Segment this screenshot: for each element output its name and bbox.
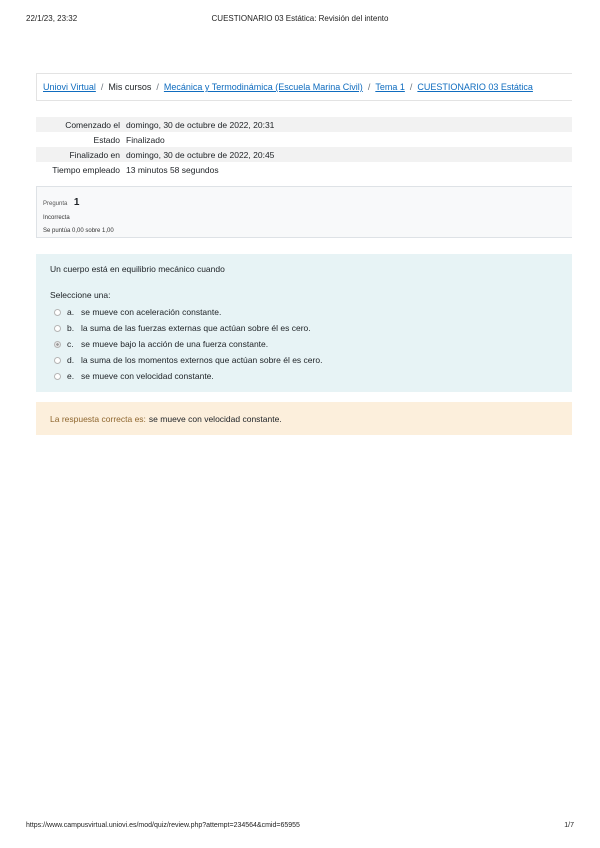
feedback-answer: se mueve con velocidad constante. — [148, 413, 282, 424]
breadcrumb — [36, 73, 572, 101]
answer-option-a[interactable] — [50, 304, 572, 320]
breadcrumb-quiz[interactable]: CUESTIONARIO 03 Estática — [417, 82, 533, 92]
radio-button[interactable] — [54, 309, 61, 316]
question-state: Incorrecta — [43, 215, 70, 221]
radio-button[interactable] — [54, 373, 61, 380]
breadcrumb-separator: / — [100, 82, 104, 92]
answer-letter: e. — [67, 371, 75, 381]
print-footer — [26, 822, 574, 834]
answer-letter: d. — [67, 355, 75, 365]
summary-key: Finalizado en — [69, 149, 120, 160]
question-number-label: Pregunta — [43, 201, 68, 207]
answer-text: se mueve con velocidad constante. — [81, 371, 214, 381]
radio-button[interactable] — [54, 357, 61, 364]
radio-button-selected[interactable] — [54, 341, 61, 348]
breadcrumb-uniovi-virtual[interactable]: Uniovi Virtual — [43, 82, 96, 92]
summary-key: Comenzado el — [65, 119, 120, 130]
attempt-summary-table — [36, 117, 572, 177]
answer-text: la suma de los momentos externos que actúan sobre él es cero. — [81, 355, 323, 365]
question-info-panel — [36, 186, 572, 238]
breadcrumb-separator: / — [367, 82, 371, 92]
summary-row-started — [36, 117, 572, 132]
answer-letter: a. — [67, 307, 75, 317]
breadcrumb-tema-1[interactable]: Tema 1 — [375, 82, 405, 92]
answer-text: se mueve con aceleración constante. — [81, 307, 222, 317]
print-header — [26, 14, 574, 26]
answer-options — [50, 304, 572, 384]
question-formulation — [36, 254, 572, 392]
summary-value: 13 minutos 58 segundos — [126, 164, 219, 175]
answer-text: la suma de las fuerzas externas que actúan sobre él es cero. — [81, 323, 311, 333]
answer-text: se mueve bajo la acción de una fuerza constante. — [81, 339, 269, 349]
answer-letter: b. — [67, 323, 75, 333]
summary-key: Tiempo empleado — [52, 164, 120, 175]
answer-option-d[interactable] — [50, 352, 572, 368]
question-text: Un cuerpo está en equilibrio mecánico cuando — [50, 264, 225, 274]
correct-answer-feedback — [36, 402, 572, 435]
answer-option-b[interactable] — [50, 320, 572, 336]
print-url: https://www.campusvirtual.uniovi.es/mod/quiz/review.php?attempt=234564&cmid=65955 — [26, 822, 300, 829]
answer-prompt: Seleccione una: — [50, 290, 111, 300]
print-page-number: 1/7 — [564, 822, 574, 829]
summary-value: domingo, 30 de octubre de 2022, 20:45 — [126, 149, 275, 160]
answer-option-e[interactable] — [50, 368, 572, 384]
summary-row-finished — [36, 147, 572, 162]
print-title: CUESTIONARIO 03 Estática: Revisión del intento — [211, 14, 389, 23]
feedback-lead: La respuesta correcta es: — [50, 413, 146, 424]
print-date: 22/1/23, 23:32 — [26, 14, 78, 23]
question-number: 1 — [73, 197, 80, 208]
question-grade: Se puntúa 0,00 sobre 1,00 — [43, 228, 114, 234]
breadcrumb-separator: / — [156, 82, 159, 92]
breadcrumb-course[interactable]: Mecánica y Termodinámica (Escuela Marina Civil) — [163, 82, 363, 92]
summary-row-time-taken — [36, 162, 572, 177]
breadcrumb-mis-cursos: Mis cursos — [108, 82, 152, 92]
radio-button[interactable] — [54, 325, 61, 332]
summary-row-state — [36, 132, 572, 147]
summary-value: Finalizado — [126, 134, 165, 145]
summary-key: Estado — [93, 134, 120, 145]
breadcrumb-separator: / — [409, 82, 413, 92]
answer-letter: c. — [67, 339, 74, 349]
answer-option-c[interactable] — [50, 336, 572, 352]
summary-value: domingo, 30 de octubre de 2022, 20:31 — [126, 119, 275, 130]
